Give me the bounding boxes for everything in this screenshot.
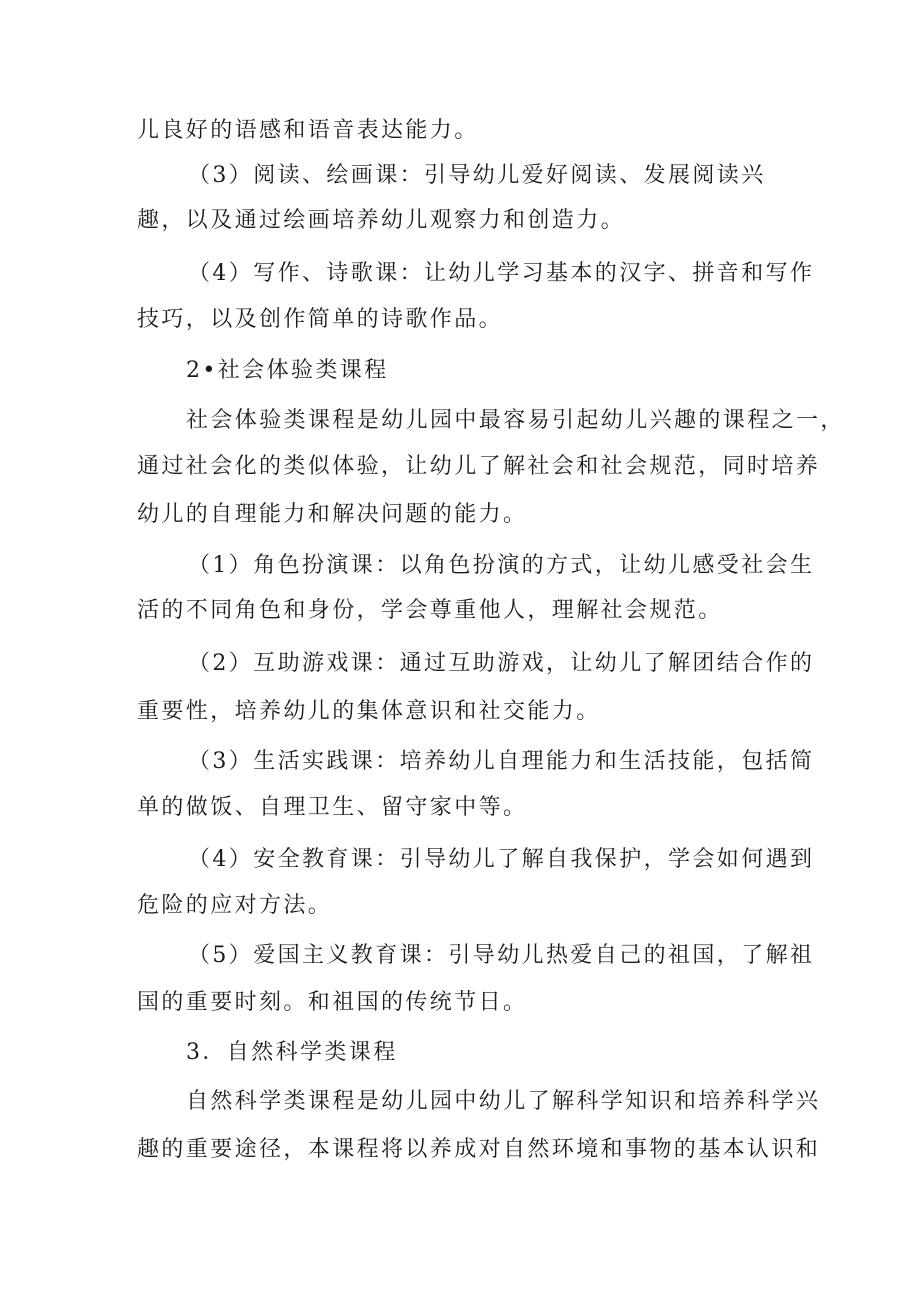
section-heading-social: 2•社会体验类课程: [186, 358, 389, 383]
paragraph-line: 重要性，培养幼儿的集体意识和社交能力。: [137, 699, 601, 724]
list-item-safety-education: （4）安全教育课：引导幼儿了解自我保护，学会如何遇到: [188, 847, 815, 872]
section-heading-natural-science: 3．自然科学类课程: [186, 1040, 398, 1065]
paragraph-line: 通过社会化的类似体验，让幼儿了解社会和社会规范，同时培养: [137, 454, 821, 479]
paragraph-line: 国的重要时刻。和祖国的传统节日。: [137, 990, 528, 1015]
list-item-reading-drawing: （3）阅读、绘画课：引导幼儿爱好阅读、发展阅读兴: [188, 163, 766, 188]
paragraph-line: 社会体验类课程是幼儿园中最容易引起幼儿兴趣的课程之一，: [186, 408, 845, 433]
list-item-writing-poetry: （4）写作、诗歌课：让幼儿学习基本的汉字、拼音和写作: [188, 261, 815, 286]
list-item-patriotic-education: （5）爱国主义教育课：引导幼儿热爱自己的祖国，了解祖: [188, 943, 815, 968]
paragraph-line: 活的不同角色和身份，学会尊重他人，理解社会规范。: [137, 598, 723, 623]
paragraph-line: 单的做饭、自理卫生、留守家中等。: [137, 795, 528, 820]
paragraph-line: 幼儿的自理能力和解决问题的能力。: [137, 502, 528, 527]
paragraph-line: 自然科学类课程是幼儿园中幼儿了解科学知识和培养科学兴: [186, 1089, 821, 1114]
paragraph-line: 危险的应对方法。: [137, 893, 333, 918]
list-item-life-practice: （3）生活实践课：培养幼儿自理能力和生活技能，包括简: [188, 749, 815, 774]
paragraph-line: 趣，以及通过绘画培养幼儿观察力和创造力。: [137, 208, 626, 233]
paragraph-line: 儿良好的语感和语音表达能力。: [137, 118, 479, 143]
paragraph-line: 技巧，以及创作简单的诗歌作品。: [137, 307, 504, 332]
list-item-role-play: （1）角色扮演课：以角色扮演的方式，让幼儿感受社会生: [188, 553, 815, 578]
list-item-mutual-aid-games: （2）互助游戏课：通过互助游戏，让幼儿了解团结合作的: [188, 651, 815, 676]
paragraph-line: 趣的重要途径，本课程将以养成对自然环境和事物的基本认识和: [137, 1137, 821, 1162]
